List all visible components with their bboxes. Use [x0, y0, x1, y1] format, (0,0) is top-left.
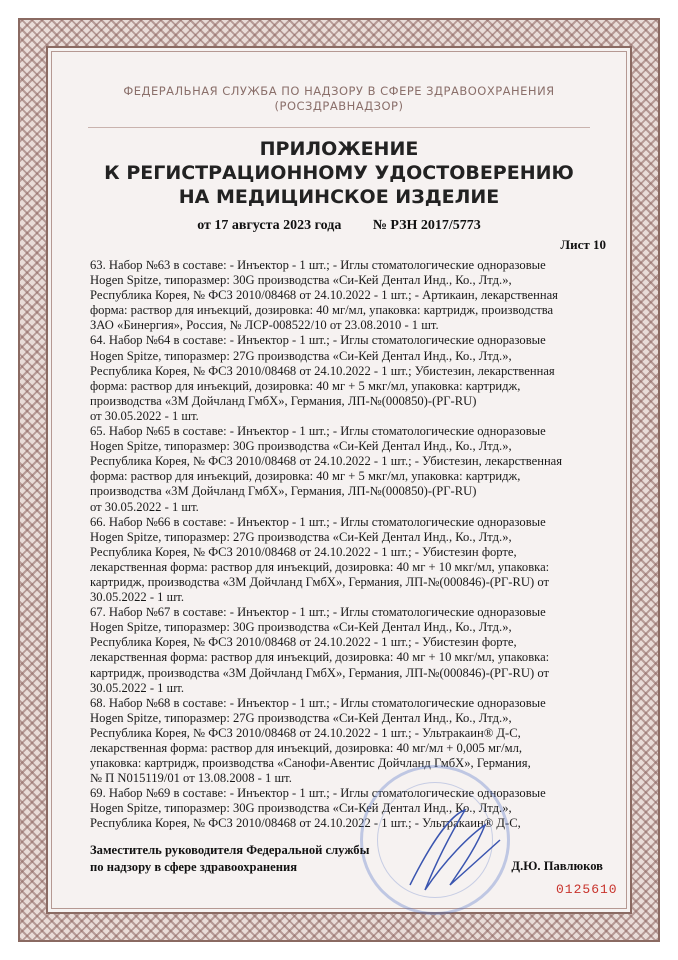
- item-line: Республика Корея, № ФСЗ 2010/08468 от 24.10.2022 - 1 шт.; - Артикаин, лекарственная: [90, 288, 558, 303]
- item-line: Hogen Spitze, типоразмер: 30G производства «Си-Кей Дентал Инд., Ко., Лтд.»,: [90, 801, 512, 816]
- signer-title-line: Заместитель руководителя Федеральной службы: [90, 843, 370, 857]
- item-line: Республика Корея, № ФСЗ 2010/08468 от 24.10.2022 - 1 шт.; - Убистезин форте,: [90, 544, 517, 559]
- document-title: ПРИЛОЖЕНИЕ: [259, 138, 419, 160]
- date-number-line: [0, 218, 678, 234]
- item-line: Hogen Spitze, типоразмер: 30G производства «Си-Кей Дентал Инд., Ко., Лтд.»,: [90, 439, 512, 454]
- item-line: форма: раствор для инъекций, дозировка: 40 мг/мл, упаковка: картридж, производства: [90, 303, 554, 318]
- item-line: 68. Набор №68 в составе: - Инъектор - 1 шт.; - Иглы стоматологические одноразовые: [90, 695, 546, 710]
- item-line: ЗАО «Бинергия», Россия, № ЛСР-008522/10 от 23.08.2010 - 1 шт.: [90, 318, 439, 333]
- item-line: 64. Набор №64 в составе: - Инъектор - 1 шт.; - Иглы стоматологические одноразовые: [90, 333, 546, 348]
- item-line: форма: раствор для инъекций, дозировка: 40 мг + 5 мкг/мл, упаковка: картридж,: [90, 469, 521, 484]
- item-line: Республика Корея, № ФСЗ 2010/08468 от 24.10.2022 - 1 шт.; Убистезин, лекарственная: [90, 363, 555, 378]
- signer-name: Д.Ю. Павлюков: [511, 859, 603, 873]
- item-line: Hogen Spitze, типоразмер: 30G производства «Си-Кей Дентал Инд., Ко., Лтд.»,: [90, 620, 512, 635]
- item-line: 30.05.2022 - 1 шт.: [90, 680, 185, 695]
- list-item: [90, 258, 620, 333]
- list-item: [90, 333, 620, 424]
- item-line: Hogen Spitze, типоразмер: 27G производства «Си-Кей Дентал Инд., Ко., Лтд.»,: [90, 348, 512, 363]
- item-line: картридж, производства «3М Дойчланд ГмбХ», Германия, ЛП-№(000846)-(РГ-RU) от: [90, 574, 549, 589]
- item-line: 65. Набор №65 в составе: - Инъектор - 1 шт.; - Иглы стоматологические одноразовые: [90, 424, 546, 439]
- item-line: 30.05.2022 - 1 шт.: [90, 590, 185, 605]
- registration-number: № РЗН 2017/5773: [372, 218, 481, 233]
- item-line: производства «3М Дойчланд ГмбХ», Германия, ЛП-№(000850)-(РГ-RU): [90, 484, 477, 499]
- list-item: [90, 605, 620, 696]
- list-item: [90, 424, 620, 515]
- document-subtitle: К РЕГИСТРАЦИОННОМУ УДОСТОВЕРЕНИЮ: [104, 162, 574, 184]
- item-line: 67. Набор №67 в составе: - Инъектор - 1 шт.; - Иглы стоматологические одноразовые: [90, 605, 546, 620]
- list-item: [90, 786, 620, 831]
- item-line: 63. Набор №63 в составе: - Инъектор - 1 шт.; - Иглы стоматологические одноразовые: [90, 258, 546, 272]
- item-line: лекарственная форма: раствор для инъекций, дозировка: 40 мг + 10 мкг/мл, упаковка:: [90, 650, 550, 665]
- item-line: лекарственная форма: раствор для инъекций, дозировка: 40 мг + 10 мкг/мл, упаковка:: [90, 559, 550, 574]
- document-subtitle-2: НА МЕДИЦИНСКОЕ ИЗДЕЛИЕ: [178, 186, 500, 208]
- item-line: от 30.05.2022 - 1 шт.: [90, 499, 199, 514]
- item-line: Hogen Spitze, типоразмер: 27G производства «Си-Кей Дентал Инд., Ко., Лтд.»,: [90, 710, 512, 725]
- document-body: [90, 258, 620, 832]
- item-line: упаковка: картридж, производства «Санофи-Авентис Дойчланд ГмбХ», Германия,: [90, 756, 531, 771]
- item-line: Республика Корея, № ФСЗ 2010/08468 от 24.10.2022 - 1 шт.; - Убистезин форте,: [90, 635, 517, 650]
- signer-title-line: по надзору в сфере здравоохранения: [90, 860, 298, 874]
- item-line: Республика Корея, № ФСЗ 2010/08468 от 24.10.2022 - 1 шт.; - Ультракаин® Д-С,: [90, 816, 521, 831]
- item-line: от 30.05.2022 - 1 шт.: [90, 408, 199, 423]
- agency-abbreviation: (РОСЗДРАВНАДЗОР): [274, 99, 404, 113]
- item-line: Республика Корея, № ФСЗ 2010/08468 от 24.10.2022 - 1 шт.; - Ультракаин® Д-С,: [90, 725, 521, 740]
- issue-date: от 17 августа 2023 года: [197, 218, 342, 233]
- list-item: [90, 696, 620, 787]
- agency-name: ФЕДЕРАЛЬНАЯ СЛУЖБА ПО НАДЗОРУ В СФЕРЕ ЗДРАВООХРАНЕНИЯ: [123, 84, 555, 98]
- item-line: № П N015119/01 от 13.08.2008 - 1 шт.: [90, 771, 292, 786]
- header-divider: [88, 127, 590, 128]
- item-line: производства «3М Дойчланд ГмбХ», Германия, ЛП-№(000850)-(РГ-RU): [90, 393, 477, 408]
- signature: [390, 805, 510, 895]
- sheet-number: Лист 10: [560, 237, 606, 252]
- list-item: [90, 515, 620, 606]
- item-line: 69. Набор №69 в составе: - Инъектор - 1 шт.; - Иглы стоматологические одноразовые: [90, 786, 546, 801]
- item-line: Hogen Spitze, типоразмер: 30G производства «Си-Кей Дентал Инд., Ко., Лтд.»,: [90, 273, 512, 288]
- item-line: Республика Корея, № ФСЗ 2010/08468 от 24.10.2022 - 1 шт.; - Убистезин, лекарственная: [90, 454, 563, 469]
- serial-number: 0125610: [556, 882, 618, 897]
- item-line: Hogen Spitze, типоразмер: 27G производства «Си-Кей Дентал Инд., Ко., Лтд.»,: [90, 529, 512, 544]
- item-line: картридж, производства «3М Дойчланд ГмбХ», Германия, ЛП-№(000846)-(РГ-RU) от: [90, 665, 549, 680]
- item-line: форма: раствор для инъекций, дозировка: 40 мг + 5 мкг/мл, упаковка: картридж,: [90, 378, 521, 393]
- item-line: 66. Набор №66 в составе: - Инъектор - 1 шт.; - Иглы стоматологические одноразовые: [90, 514, 546, 529]
- item-line: лекарственная форма: раствор для инъекций, дозировка: 40 мг/мл + 0,005 мг/мл,: [90, 741, 523, 755]
- signer-title: [90, 842, 369, 876]
